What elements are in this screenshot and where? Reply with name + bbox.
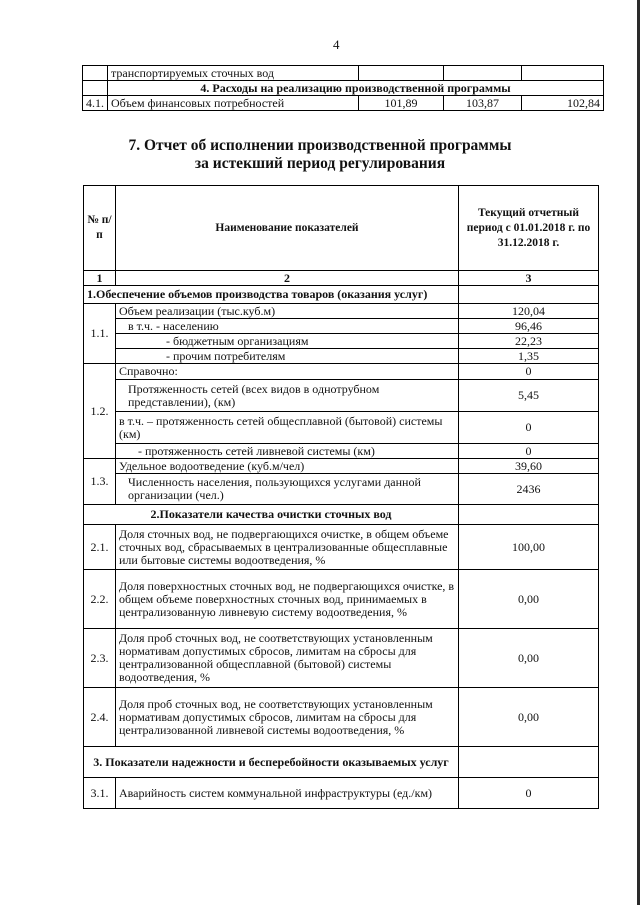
header-num: № п/п [84,186,116,271]
cell-name: Аварийность систем коммунальной инфраструктуры (ед./км) [116,778,459,809]
cell-num: 1.2. [84,364,116,459]
cell-name: - прочим потребителям [116,349,459,364]
table-index-row: 1 2 3 [84,271,599,286]
section-3-title: 3. Показатели надежности и бесперебойности оказываемых услуг [84,747,459,778]
report-title-line1: 7. Отчет об исполнении производственной программы [128,137,512,154]
cell-num: 2.1. [84,525,116,570]
table-row [84,364,599,380]
cell-name: Объем реализации (тыс.куб.м) [116,304,459,319]
cell-name: в т.ч. – протяженность сетей общесплавной (бытовой) системы (км) [116,412,459,444]
cell-value: 96,46 [459,319,599,334]
cell-value: 5,45 [459,380,599,412]
cell-num: 4.1. [83,96,108,111]
table-row [84,444,599,459]
cell-name: Доля проб сточных вод, не соответствующих установленным нормативам допустимых сбросов, лимитам на сбросы для централизованной общесплавной (бытовой) системы водоотведения, % [116,629,459,688]
cell-name: Протяженность сетей (всех видов в однотрубном представлении), (км) [116,380,459,412]
table-row [83,81,604,96]
cell-name: Численность населения, пользующихся услугами данной организации (чел.) [116,474,459,505]
header-name: Наименование показателей [116,186,459,271]
table-row [84,474,599,505]
table-row [84,459,599,474]
finance-table [82,65,604,111]
cell-value: 39,60 [459,459,599,474]
table-row [84,525,599,570]
report-title-line2: за истекший период регулирования [194,155,446,172]
cell-value: 120,04 [459,304,599,319]
cell-value: 0 [459,778,599,809]
cell-num: 2.4. [84,688,116,747]
cell-num: 1.3. [84,459,116,505]
cell-value: 103,87 [444,96,522,111]
cell-value: 0,00 [459,570,599,629]
cell-name: - протяженность сетей ливневой системы (км) [116,444,459,459]
table-row [84,412,599,444]
table-row [84,334,599,349]
cell-name: Доля проб сточных вод, не соответствующих установленным нормативам допустимых сбросов, лимитам на сбросы для централизованной ливневой системы водоотведения, % [116,688,459,747]
table-row [84,349,599,364]
table-row [84,747,599,778]
cell-name: Доля поверхностных сточных вод, не подвергающихся очистке, в общем объеме поверхностных сточных вод, принимаемых в централизованную ливневую систему водоотведения, % [116,570,459,629]
cell-value: 1,35 [459,349,599,364]
table-row [84,505,599,525]
table-row [84,380,599,412]
cell-name: в т.ч. - населению [116,319,459,334]
cell-value: 2436 [459,474,599,505]
table-row [84,319,599,334]
cell-value: 0,00 [459,688,599,747]
cell-name: транспортируемых сточных вод [108,66,359,81]
cell-name: Справочно: [116,364,459,380]
cell-value: 102,84 [522,96,604,111]
cell-num: 2.3. [84,629,116,688]
table-row [84,629,599,688]
cell-name: Удельное водоотведение (куб.м/чел) [116,459,459,474]
cell-value: 0 [459,444,599,459]
table-row [84,688,599,747]
table-row [83,66,604,81]
cell-value: 0 [459,412,599,444]
section-1-title: 1.Обеспечение объемов производства товаров (оказания услуг) [84,286,459,304]
cell-name: Объем финансовых потребностей [108,96,359,111]
cell-num: 2.2. [84,570,116,629]
table-row [83,96,604,111]
table-row [84,778,599,809]
section-4-title: 4. Расходы на реализацию производственной программы [108,81,604,96]
cell-value: 100,00 [459,525,599,570]
cell-value: 0,00 [459,629,599,688]
cell-value: 0 [459,364,599,380]
table-header-row [84,186,599,271]
cell-num: 3.1. [84,778,116,809]
page-number: 4 [333,37,340,52]
cell-name: Доля сточных вод, не подвергающихся очистке, в общем объеме сточных вод, сбрасываемых в централизованные общесплавные или бытовые системы водоотведения, % [116,525,459,570]
section-2-title: 2.Показатели качества очистки сточных вод [84,505,459,525]
cell-value: 101,89 [359,96,444,111]
cell-value: 22,23 [459,334,599,349]
header-period: Текущий отчетный период с 01.01.2018 г. по 31.12.2018 г. [459,186,599,271]
table-row [84,286,599,304]
cell-num: 1.1. [84,304,116,364]
table-row [84,304,599,319]
table-row [84,570,599,629]
report-table [83,185,599,809]
cell-name: - бюджетным организациям [116,334,459,349]
